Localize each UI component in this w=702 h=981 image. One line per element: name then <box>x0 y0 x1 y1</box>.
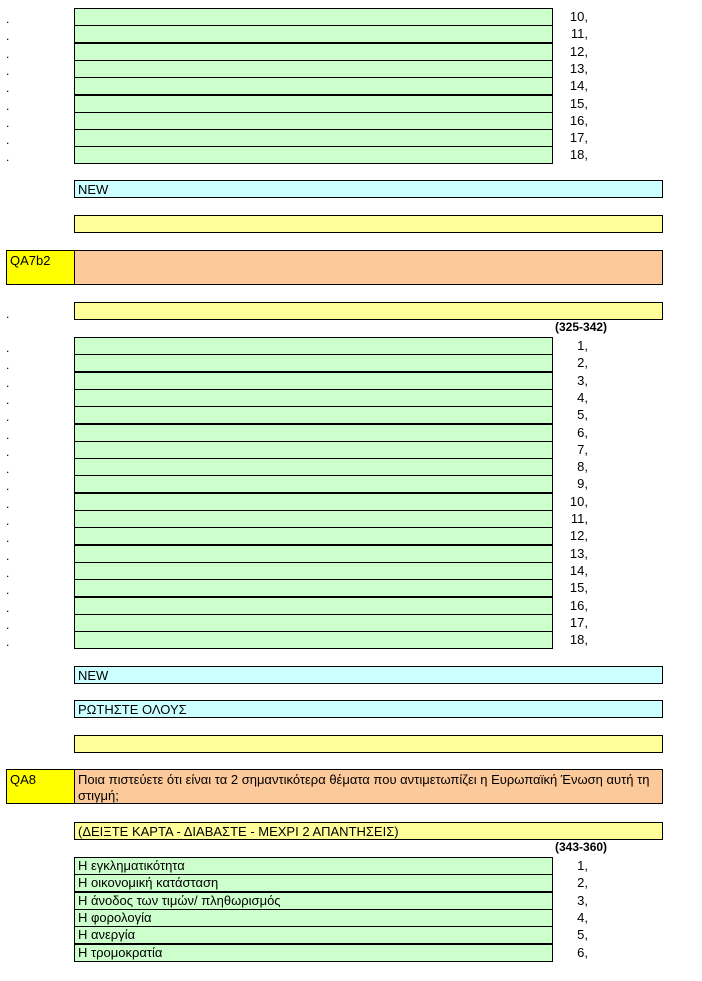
answer-code: 14, <box>569 563 588 578</box>
row-marker: . <box>6 64 10 78</box>
row-marker: . <box>6 29 10 43</box>
answer-code: 9, <box>577 476 588 491</box>
answer-label: Η ανεργία <box>78 927 136 942</box>
answer-code: 2, <box>577 875 588 890</box>
answer-label: Η εγκληματικότητα <box>78 858 185 873</box>
answer-code: 7, <box>577 442 588 457</box>
answer-row <box>74 146 553 164</box>
row-marker: . <box>6 81 10 95</box>
answer-label: Η φορολογία <box>78 910 152 925</box>
yellow-row-qa7b2-end <box>74 735 663 753</box>
new-row-top <box>74 180 663 198</box>
answer-code: 5, <box>577 407 588 422</box>
question-text-qa8: Ποια πιστεύετε ότι είναι τα 2 σημαντικότερα θέματα που αντιμετωπίζει η Ευρωπαϊκή Ένωση αυτή τη στιγμή; <box>78 772 650 803</box>
row-marker: . <box>6 583 10 597</box>
answer-code: 13, <box>569 546 588 561</box>
row-marker: . <box>6 497 10 511</box>
answer-code: 6, <box>577 945 588 960</box>
answer-code: 16, <box>569 113 588 128</box>
column-range-qa8: (343-360) <box>555 840 608 854</box>
row-marker: . <box>6 531 10 545</box>
answer-code: 18, <box>569 147 588 162</box>
answer-row <box>74 909 553 927</box>
answer-row <box>74 424 553 442</box>
yellow-row-top <box>74 215 663 233</box>
ask-all-row <box>74 700 663 718</box>
question-id-qa8: QA8 <box>6 769 75 804</box>
row-marker: . <box>6 428 10 442</box>
answer-code: 8, <box>577 459 588 474</box>
answer-label: Η άνοδος των τιμών/ πληθωρισμός <box>78 893 281 908</box>
new-row-qa7b2 <box>74 666 663 684</box>
answer-row <box>74 129 553 147</box>
answer-code: 10, <box>569 9 588 24</box>
row-marker: . <box>6 445 10 459</box>
answer-code: 2, <box>577 355 588 370</box>
answer-code: 11, <box>570 511 588 526</box>
answer-row <box>74 77 553 95</box>
answer-code: 10, <box>569 494 588 509</box>
answer-code: 1, <box>577 338 588 353</box>
column-range-qa7b2: (325-342) <box>555 320 608 334</box>
row-marker: . <box>6 410 10 424</box>
answer-row <box>74 597 553 615</box>
answer-label: Η οικονομική κατάσταση <box>78 875 219 890</box>
question-text-qa7b2 <box>74 250 663 285</box>
answer-code: 12, <box>569 528 588 543</box>
answer-code: 4, <box>577 910 588 925</box>
row-marker: . <box>6 376 10 390</box>
answer-code: 6, <box>577 425 588 440</box>
row-marker: . <box>6 393 10 407</box>
row-marker: . <box>6 99 10 113</box>
row-marker: . <box>6 150 10 164</box>
answer-row <box>74 874 553 892</box>
row-marker: . <box>6 358 10 372</box>
row-marker: . <box>6 479 10 493</box>
instruction-row-qa8 <box>74 822 663 840</box>
answer-code: 17, <box>569 130 588 145</box>
answer-row <box>74 43 553 61</box>
answer-row <box>74 475 553 493</box>
answer-code: 3, <box>577 373 588 388</box>
row-marker: . <box>6 341 10 355</box>
instruction-label: (ΔΕΙΞΤΕ ΚΑΡΤΑ - ΔΙΑΒΑΣΤΕ - ΜΕΧΡΙ 2 ΑΠΑΝΤΗΣΕΙΣ) <box>78 824 399 839</box>
answer-code: 17, <box>569 615 588 630</box>
answer-row <box>74 406 553 424</box>
answer-row <box>74 892 553 910</box>
answer-row <box>74 112 553 130</box>
answer-code: 18, <box>569 632 588 647</box>
answer-code: 16, <box>569 598 588 613</box>
row-marker: . <box>6 635 10 649</box>
answer-row <box>74 527 553 545</box>
answer-row <box>74 458 553 476</box>
new-label: NEW <box>78 182 109 197</box>
row-marker: . <box>6 307 10 321</box>
row-marker: . <box>6 618 10 632</box>
answer-row <box>74 944 553 962</box>
answer-code: 5, <box>577 927 588 942</box>
answer-row <box>74 25 553 43</box>
answer-row <box>74 372 553 390</box>
answer-code: 12, <box>569 44 588 59</box>
question-id-qa7b2: QA7b2 <box>6 250 75 285</box>
row-marker: . <box>6 47 10 61</box>
answer-code: 13, <box>569 61 588 76</box>
answer-row <box>74 545 553 563</box>
answer-row <box>74 493 553 511</box>
answer-row <box>74 631 553 649</box>
row-marker: . <box>6 566 10 580</box>
answer-code: 11, <box>570 26 588 41</box>
row-marker: . <box>6 12 10 26</box>
row-marker: . <box>6 549 10 563</box>
answer-row <box>74 441 553 459</box>
answer-label: Η τρομοκρατία <box>78 945 163 960</box>
answer-code: 4, <box>577 390 588 405</box>
answer-row <box>74 337 553 355</box>
ask-all-label: ΡΩΤΗΣΤΕ ΟΛΟΥΣ <box>78 702 187 717</box>
answer-row <box>74 389 553 407</box>
answer-code: 3, <box>577 893 588 908</box>
row-marker: . <box>6 601 10 615</box>
question-box-qa8 <box>74 769 663 804</box>
row-marker: . <box>6 462 10 476</box>
answer-row <box>74 60 553 78</box>
new-label: NEW <box>78 668 109 683</box>
answer-row <box>74 510 553 528</box>
answer-row <box>74 562 553 580</box>
answer-row <box>74 579 553 597</box>
row-marker: . <box>6 133 10 147</box>
answer-row <box>74 354 553 372</box>
answer-code: 1, <box>577 858 588 873</box>
answer-row <box>74 8 553 26</box>
row-marker: . <box>6 514 10 528</box>
answer-row <box>74 95 553 113</box>
answer-code: 14, <box>569 78 588 93</box>
answer-code: 15, <box>569 580 588 595</box>
answer-row <box>74 857 553 875</box>
answer-row <box>74 926 553 944</box>
row-marker: . <box>6 116 10 130</box>
yellow-row-qa7b2 <box>74 302 663 320</box>
answer-row <box>74 614 553 632</box>
answer-code: 15, <box>569 96 588 111</box>
